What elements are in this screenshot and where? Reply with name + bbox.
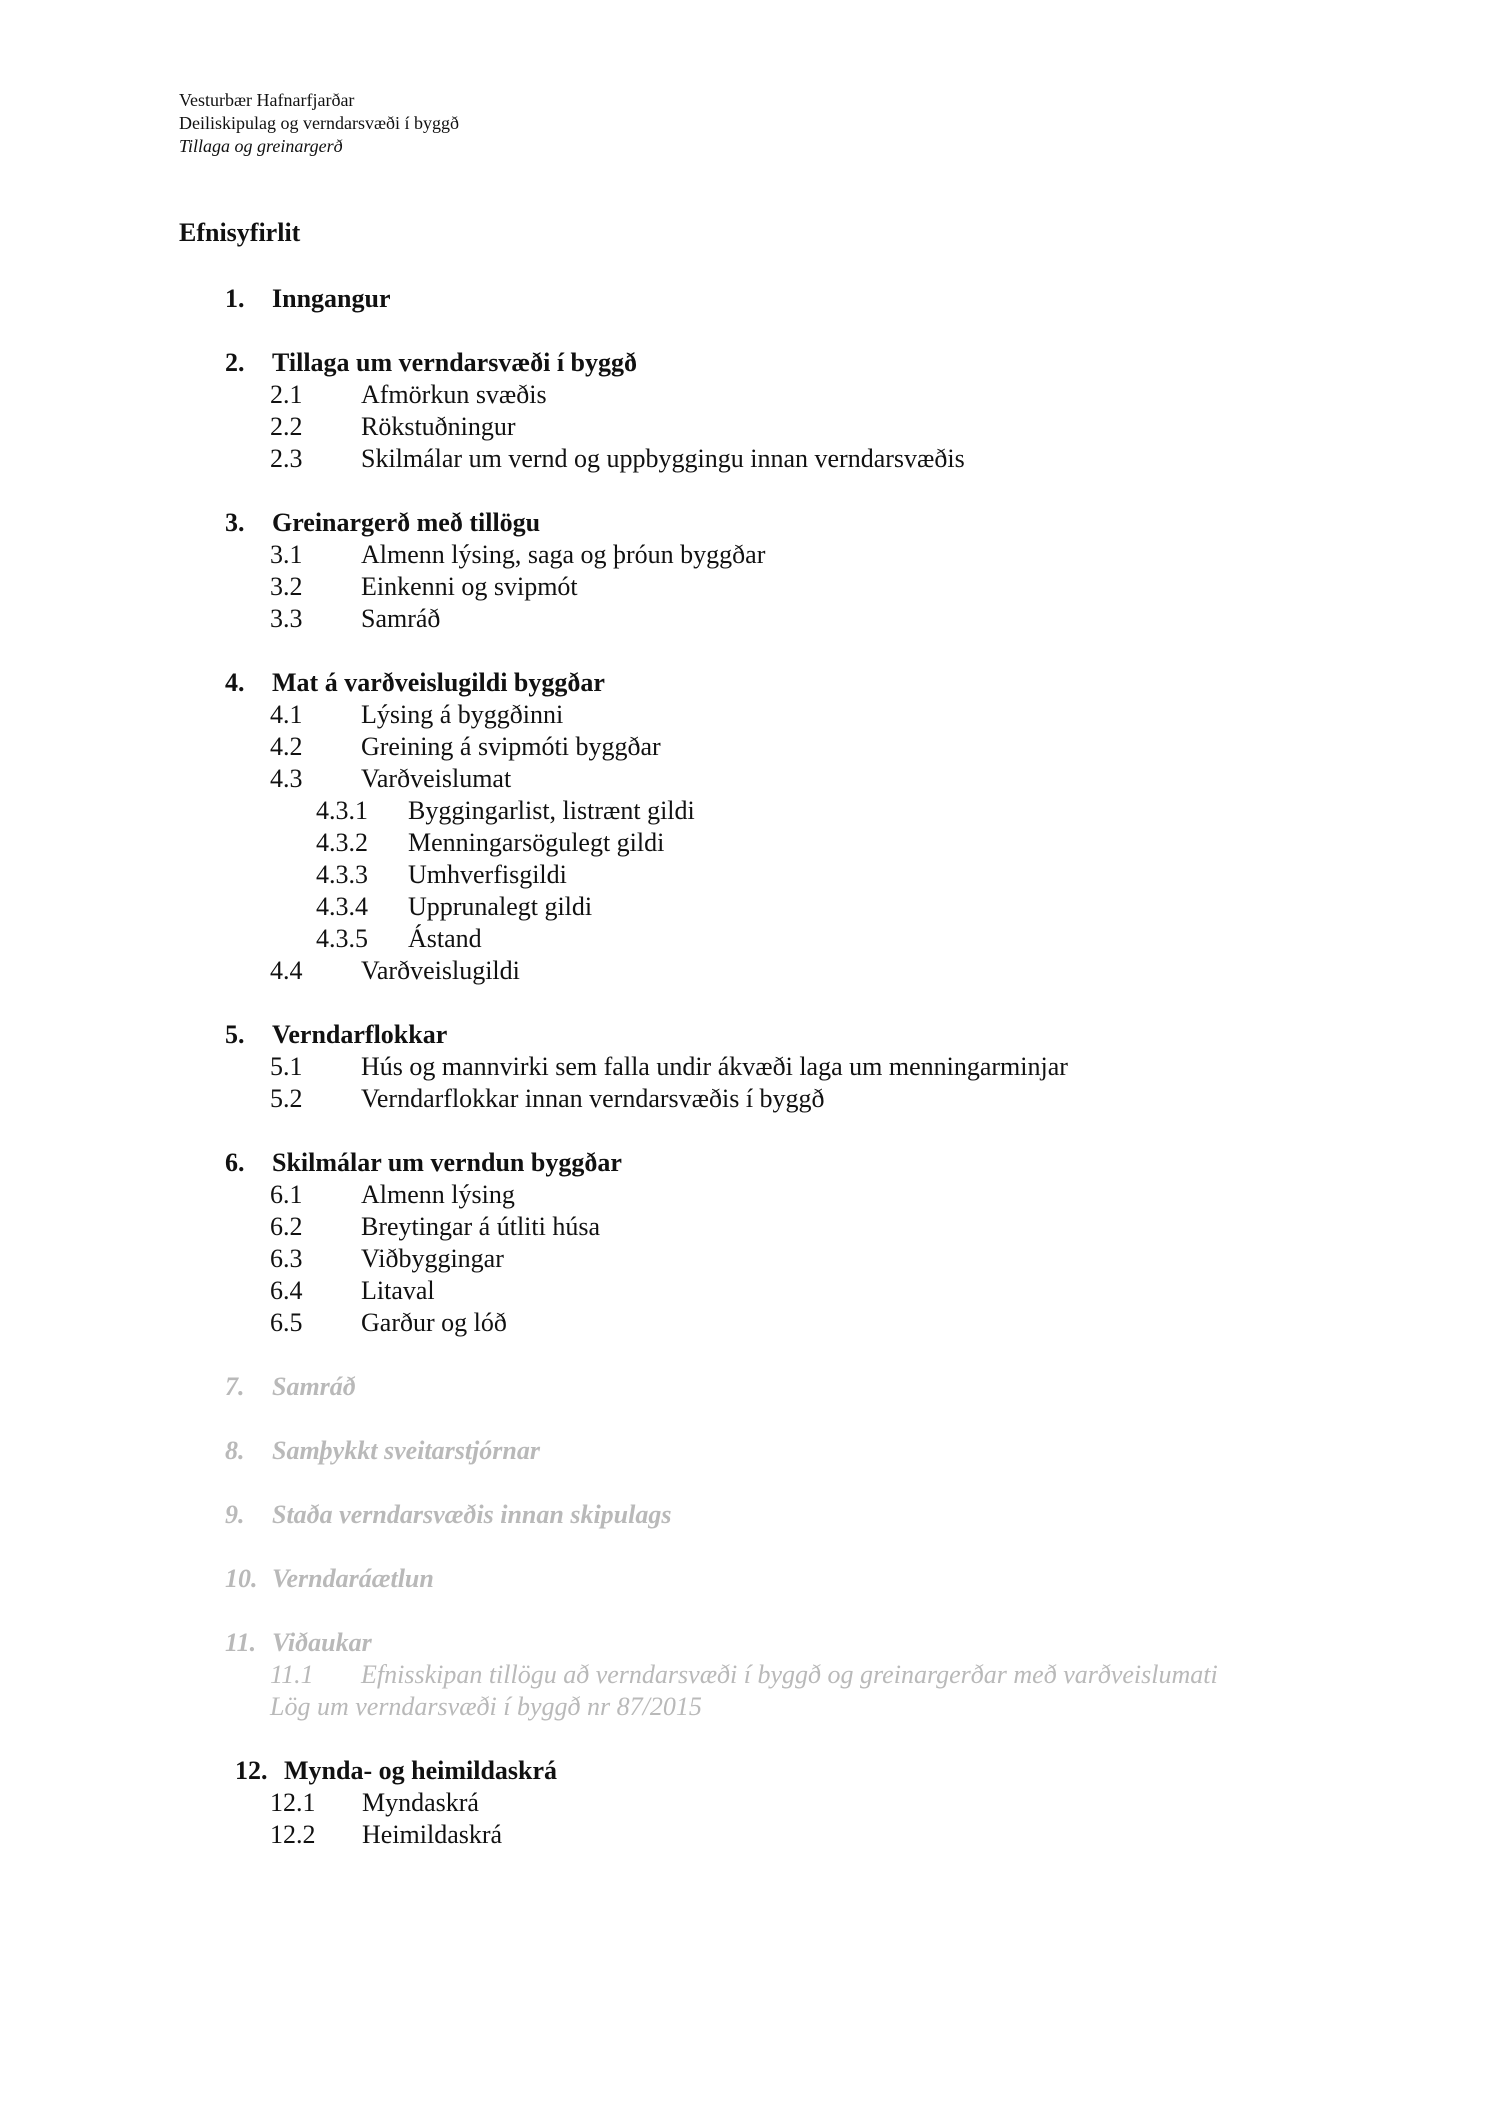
section-title: Mynda- og heimildaskrá (284, 1756, 558, 1785)
subsection-number: 4.3.4 (316, 892, 368, 921)
subsection-title: Myndaskrá (362, 1788, 479, 1817)
subsection-title: Einkenni og svipmót (361, 572, 578, 601)
section-number: 10. (225, 1564, 258, 1593)
subsection-number: 6.4 (270, 1276, 303, 1305)
subsection-number: 4.2 (270, 732, 303, 761)
subsection-title: Litaval (361, 1276, 435, 1305)
subsection-title: Varðveislugildi (361, 956, 520, 985)
subsection-title: Garður og lóð (361, 1308, 507, 1337)
header-line-2: Deiliskipulag og verndarsvæði í byggð (179, 113, 459, 133)
subsection-title: Heimildaskrá (362, 1820, 503, 1849)
subsection-title: Efnisskipan tillögu að verndarsvæði í byggð og greinargerðar með varðveislumati (361, 1660, 1218, 1689)
subsection-title: Upprunalegt gildi (408, 892, 593, 921)
subsection-number: 12.1 (270, 1788, 316, 1817)
section-title: Greinargerð með tillögu (272, 508, 541, 537)
subsection-title: Umhverfisgildi (408, 860, 567, 889)
subsection-title: Varðveislumat (361, 764, 512, 793)
subsection-number: 3.2 (270, 572, 303, 601)
section-number: 2. (225, 348, 245, 377)
subsection-number: 4.3.3 (316, 860, 368, 889)
section-number: 11. (225, 1628, 257, 1657)
subsection-title: Ástand (408, 924, 482, 953)
subsection-number: 4.4 (270, 956, 303, 985)
subsection-title: Afmörkun svæðis (361, 380, 547, 409)
subsection-title: Hús og mannvirki sem falla undir ákvæði laga um menningarminjar (361, 1052, 1068, 1081)
section-number: 3. (225, 508, 245, 537)
subsection-title: Viðbyggingar (361, 1244, 504, 1273)
subsection-number: 4.3.1 (316, 796, 368, 825)
subsection-number: 6.3 (270, 1244, 303, 1273)
subsection-number: 4.3 (270, 764, 303, 793)
section-number: 6. (225, 1148, 245, 1177)
section-number: 5. (225, 1020, 245, 1049)
header-line-1: Vesturbær Hafnarfjarðar (179, 90, 355, 110)
subsection-number: 6.5 (270, 1308, 303, 1337)
subsection-number: 6.1 (270, 1180, 303, 1209)
subsection-title: Almenn lýsing (361, 1180, 515, 1209)
section-title: Tillaga um verndarsvæði í byggð (272, 348, 638, 377)
subsection-number: 2.3 (270, 444, 303, 473)
section-number: 4. (225, 668, 245, 697)
section-number: 9. (225, 1500, 245, 1529)
subsection-title: Samráð (361, 604, 441, 633)
section-number: 7. (225, 1372, 245, 1401)
subsection-title: Almenn lýsing, saga og þróun byggðar (361, 540, 766, 569)
section-title: Samráð (272, 1372, 356, 1401)
subsection-title: Menningarsögulegt gildi (408, 828, 665, 857)
section-title: Verndarflokkar (272, 1020, 448, 1049)
subsection-number: 12.2 (270, 1820, 316, 1849)
section-number: 12. (235, 1756, 268, 1785)
section-title: Mat á varðveislugildi byggðar (272, 668, 605, 697)
subsection-number: 3.1 (270, 540, 303, 569)
subsection-number: 4.3.5 (316, 924, 368, 953)
subsection-title: Byggingarlist, listrænt gildi (408, 796, 695, 825)
subsection-number: 5.2 (270, 1084, 303, 1113)
subsection-title: Rökstuðningur (361, 412, 516, 441)
section-title: Staða verndarsvæðis innan skipulags (272, 1500, 672, 1529)
toc-title: Efnisyfirlit (179, 218, 301, 247)
subsection-title: Lög um verndarsvæði í byggð nr 87/2015 (270, 1692, 702, 1721)
subsection-title: Greining á svipmóti byggðar (361, 732, 661, 761)
subsection-title: Lýsing á byggðinni (361, 700, 564, 729)
section-number: 1. (225, 284, 245, 313)
subsection-number: 5.1 (270, 1052, 303, 1081)
section-title: Verndaráætlun (272, 1564, 434, 1593)
subsection-number: 2.2 (270, 412, 303, 441)
subsection-number: 6.2 (270, 1212, 303, 1241)
subsection-number: 11.1 (270, 1660, 314, 1689)
header-line-3: Tillaga og greinargerð (179, 136, 343, 156)
section-title: Samþykkt sveitarstjórnar (272, 1436, 540, 1465)
section-title: Viðaukar (272, 1628, 372, 1657)
subsection-title: Breytingar á útliti húsa (361, 1212, 601, 1241)
section-title: Inngangur (272, 284, 391, 313)
subsection-title: Verndarflokkar innan verndarsvæðis í byggð (361, 1084, 825, 1113)
section-number: 8. (225, 1436, 245, 1465)
subsection-number: 3.3 (270, 604, 303, 633)
subsection-title: Skilmálar um vernd og uppbyggingu innan verndarsvæðis (361, 444, 965, 473)
subsection-number: 4.1 (270, 700, 303, 729)
section-title: Skilmálar um verndun byggðar (272, 1148, 622, 1177)
subsection-number: 2.1 (270, 380, 303, 409)
subsection-number: 4.3.2 (316, 828, 368, 857)
